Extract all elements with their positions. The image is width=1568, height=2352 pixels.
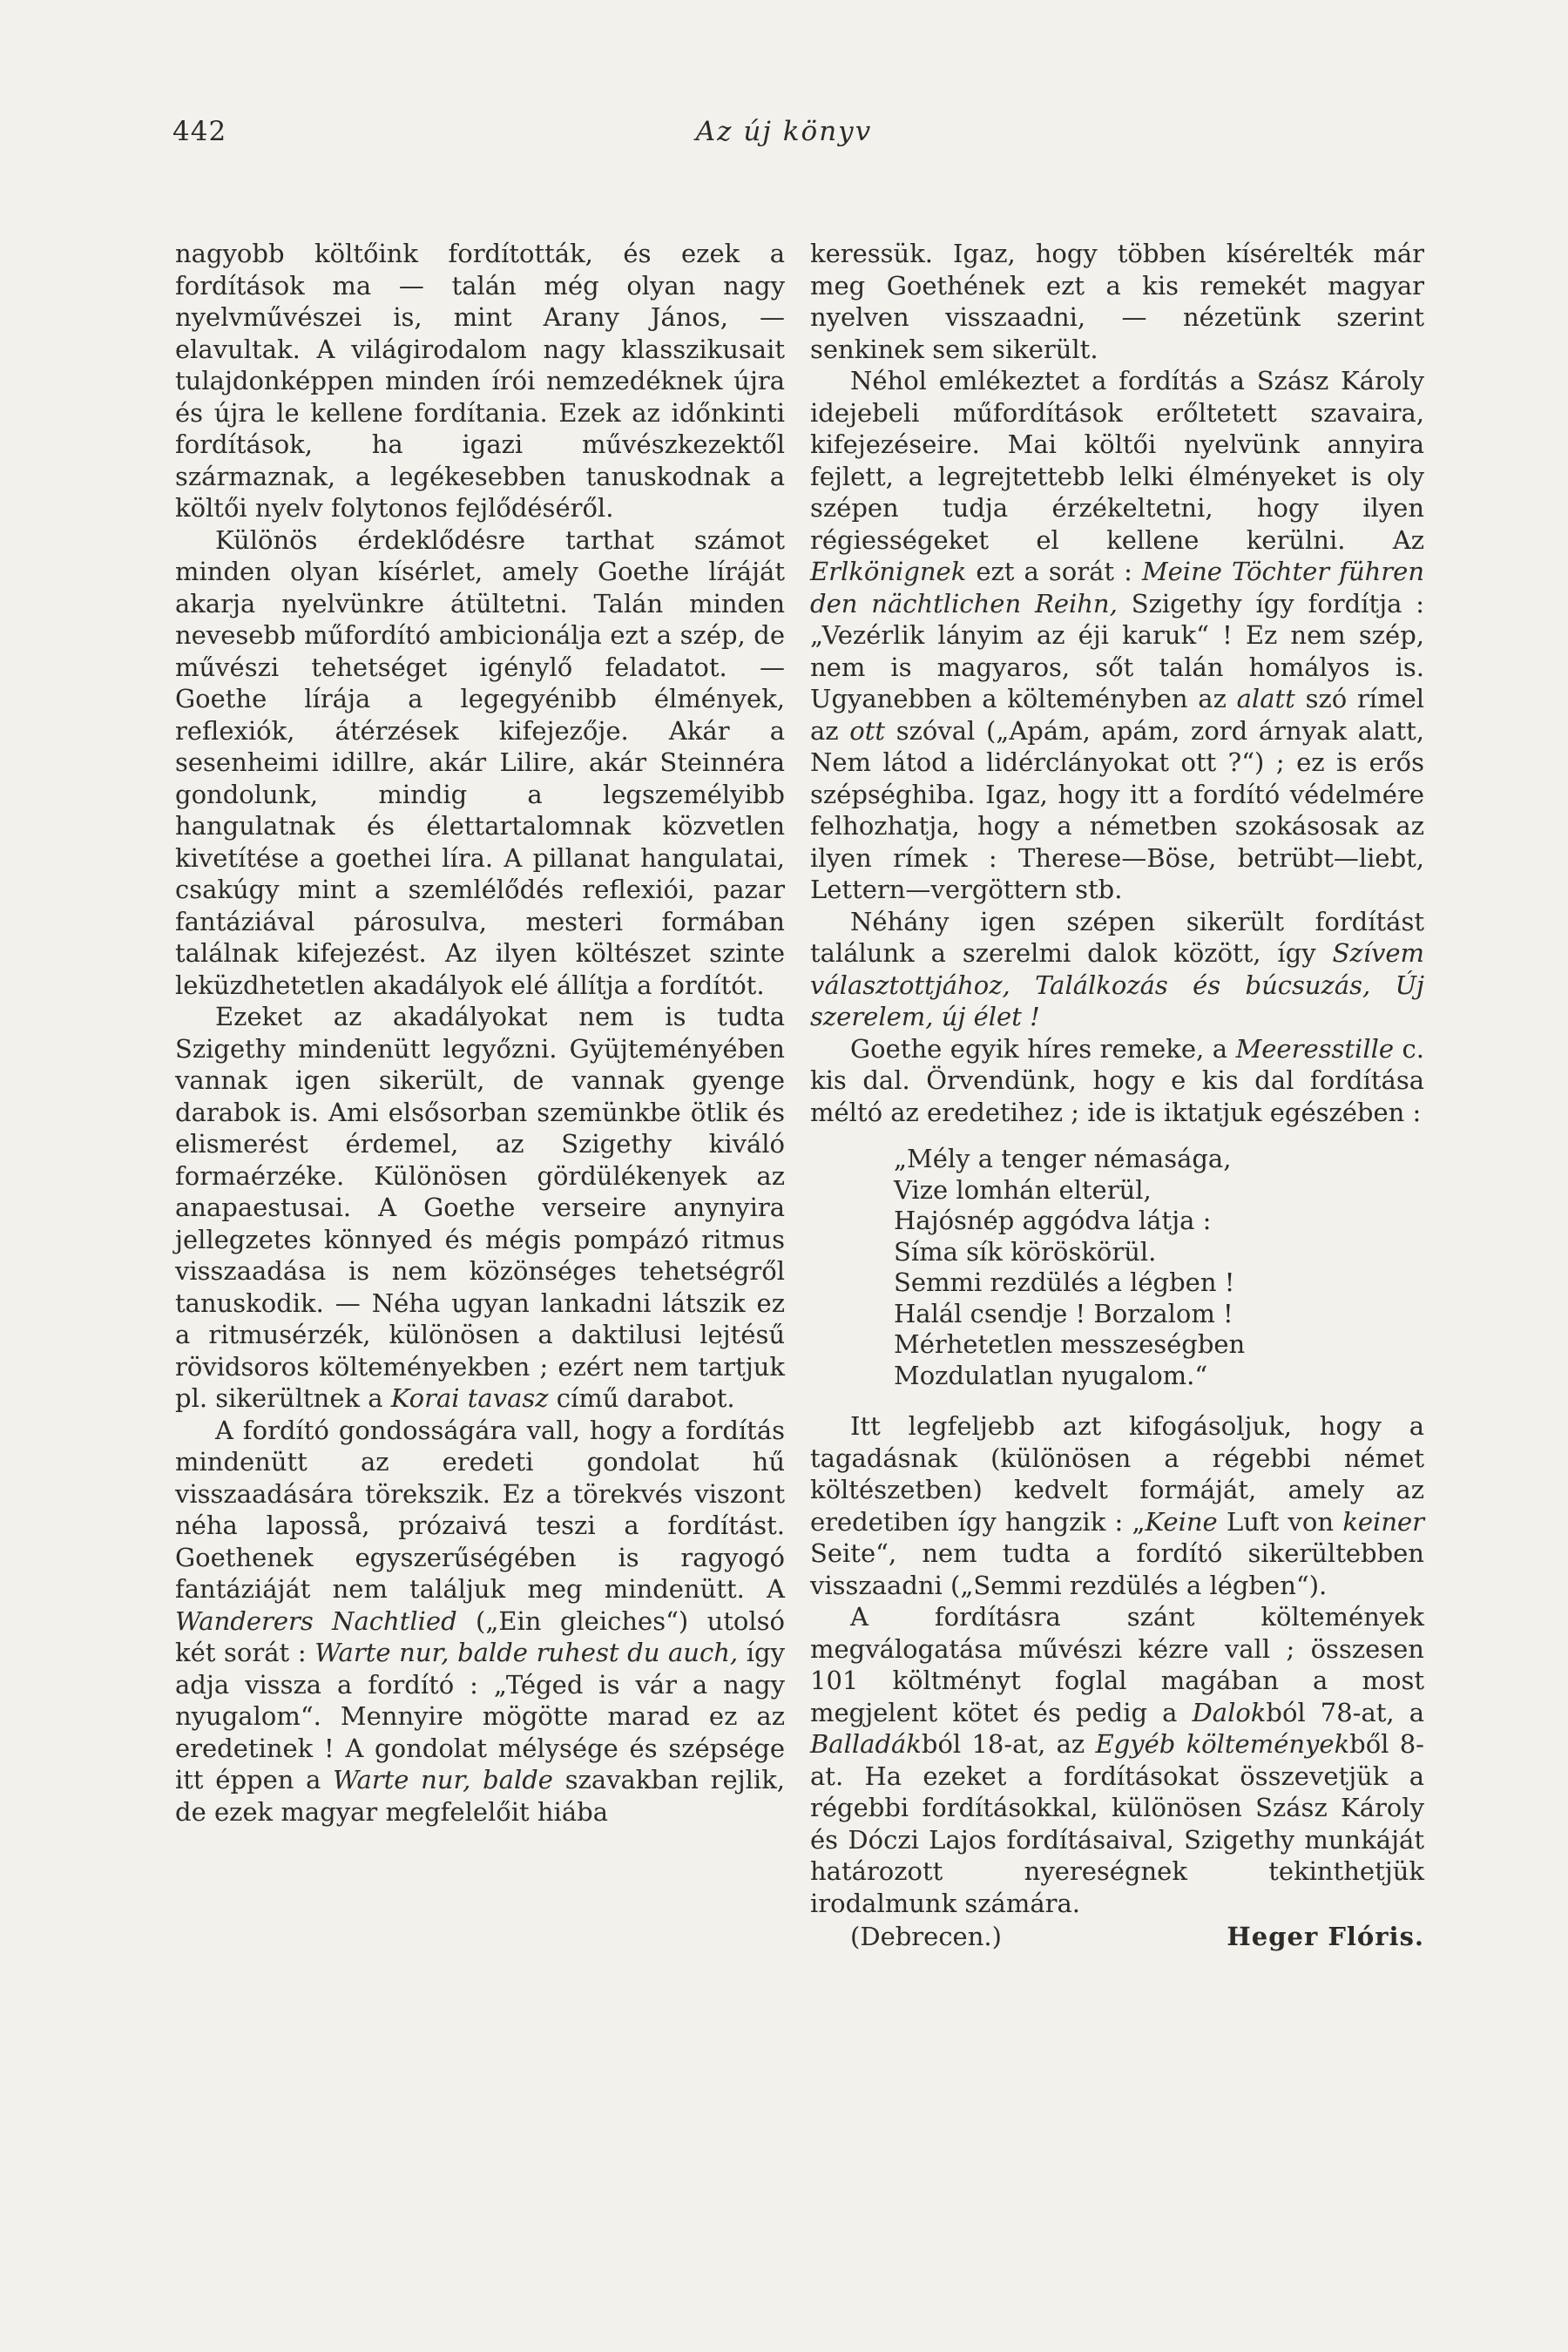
left-column xyxy=(175,238,785,1828)
italic-title: Egyéb költemények xyxy=(1095,1729,1350,1759)
italic-title: Korai tavasz xyxy=(390,1383,549,1413)
italic-title: Erlkönignek xyxy=(810,557,967,586)
signature xyxy=(810,1921,1424,1953)
paragraph: keressük. Igaz, hogy többen kísérelték már meg Goethének ezt a kis remekét magyar nyelven visszaadni, — nézetünk szerint senkinek sem sikerült. xyxy=(810,239,1424,364)
page-number: 442 xyxy=(172,116,227,147)
paragraph xyxy=(810,1410,1424,1601)
paragraph xyxy=(810,906,1424,1033)
text-run: ból 78-at, a xyxy=(1266,1697,1425,1727)
text-run: Seite“, nem tudta a fordító sikerültebben visszaadni („Semmi rezdülés a légben“). xyxy=(810,1538,1424,1600)
text-run: Goethe egyik híres remeke, a xyxy=(850,1033,1228,1064)
italic-quote: Warte nur, balde xyxy=(333,1765,553,1794)
paragraph: Különös érdeklődésre tarthat számot minden olyan kísérlet, amely Goethe líráját akarja nyelvünkre átültetni. Talán minden nevesebb műfordító ambicionálja ezt a szép, de művészi tehetséget igénylő feladatot. — Goethe lírája a legegyénibb élmények, reflexiók, átérzések kifejezője. Akár a sesenheimi idillre, akár Lilire, akár Steinnéra gondolunk, mindig a legszemélyibb hangulatnak és élettartalomnak közvetlen kivetítése a goethei líra. A pillanat hangulatai, csakúgy mint a szemlélődés reflexiói, pazar fantáziával párosulva, mesteri formában találnak kifejezést. Az ilyen költészet szinte leküzdhetetlen akadályok elé állítja a fordítót. xyxy=(175,524,785,1000)
poem-line: Mozdulatlan nyugalom.“ xyxy=(894,1360,1208,1390)
text-run: Itt legfeljebb azt kifogásoljuk, hogy a tagadásnak (különösen a régebbi német költészetben) kedvelt formáját, amely az eredetiben így hangzik : „ xyxy=(810,1411,1424,1537)
signature-place: (Debrecen.) xyxy=(850,1922,1002,1951)
text-run: című darabot. xyxy=(556,1383,735,1413)
text-run: ezt a sorát : xyxy=(976,557,1132,586)
italic-word: Keine xyxy=(1145,1506,1218,1537)
italic-word: ott xyxy=(849,715,886,746)
page-header xyxy=(0,116,1568,151)
text-run: Luft von xyxy=(1226,1506,1335,1537)
text-run: ból 18-at, az xyxy=(921,1729,1085,1759)
text-run: Szigethy így fordítja : „Vezérlik lányim az éji karuk“ ! Ez nem szép, nem is magyaros, sőt talán homályos is. Ugyanebben a költeményben az xyxy=(810,588,1425,713)
right-column xyxy=(810,238,1424,1953)
italic-title: Balladák xyxy=(810,1729,922,1759)
text-run: ből 8-at. Ha ezeket a fordításokat összevetjük a régebbi fordításokkal, különösen Szász Károly és Dóczi Lajos fordításaival, Szigethy munkáját határozott nyereségnek tekinthetjük irodalmunk számára. xyxy=(810,1729,1424,1918)
italic-title: Meeresstille xyxy=(1235,1033,1395,1064)
poem-line: Vize lomhán elterül, xyxy=(894,1174,1152,1205)
poem-line: Halál csendje ! Borzalom ! xyxy=(894,1298,1233,1328)
text-run: Ezeket az akadályokat nem is tudta Szigethy mindenütt legyőzni. Gyüjteményében vannak igen sikerült, de vannak gyenge darabok is. Ami elsősorban szemünkbe ötlik és elismerést érdemel, az Szigethy kiváló formaérzéke. Különösen gördülékenyek az anapaestusai. A Goethe verseire anynyira jellegzetes könnyed és mégis pompázó ritmus visszaadása is nem közönséges tehetségről tanuskodik. — Néha ugyan lankadni látszik ez a ritmusérzék, különösen a daktilusi lejtésű rövidsoros költeményekben ; ezért nem tartjuk pl. sikerültnek a xyxy=(175,1002,785,1413)
text-run: szóval („Apám, apám, zord árnyak alatt, Nem látod a lidérclányokat ott ?“) ; ez is erős szépséghiba. Igaz, hogy itt a fordító védelmére felhozhatja, hogy a németben szokásosak az ilyen rímek : Therese—Böse, betrübt—liebt, Lettern—vergöttern stb. xyxy=(810,715,1425,904)
poem xyxy=(894,1144,1424,1391)
signature-author: Heger Flóris. xyxy=(1227,1922,1424,1951)
poem-line: „Mély a tenger némasága, xyxy=(894,1144,1232,1173)
poem-line: Síma sík köröskörül. xyxy=(894,1236,1157,1267)
paragraph: nagyobb költőink fordították, és ezek a fordítások ma — talán még olyan nagy nyelvművészei is, mint Arany János, — elavultak. A világirodalom nagy klasszikusait tulajdonképpen minden írói nemzedéknek újra és újra le kellene fordítania. Ezek az időnkinti fordítások, ha igazi művészkezektől származnak, a legékesebben tanuskodnak a költői nyelv folytonos fejlődéséről. xyxy=(175,239,785,523)
italic-word: keiner xyxy=(1342,1506,1425,1537)
poem-line: Semmi rezdülés a légben ! xyxy=(894,1267,1235,1297)
text-run: („Ein gleiches“) utolsó két sorát : xyxy=(175,1605,786,1667)
paragraph xyxy=(810,365,1424,906)
italic-word: alatt xyxy=(1236,684,1295,713)
paragraph xyxy=(810,1033,1424,1129)
text-run: szó rímel az xyxy=(810,684,1425,746)
text-run: Néhol emlékeztet a fordítás a Szász Károly idejebeli műfordítások erőltetett szavaira, kifejezéseire. Mai költői nyelvünk annyira fejlett, a legrejtettebb lelki élményeket is oly szépen tudja érzékeltetni, hogy ilyen régiességeket el kellene kerülni. Az xyxy=(810,366,1424,555)
running-title: Az új könyv xyxy=(695,116,873,147)
italic-title: Dalok xyxy=(1192,1697,1267,1727)
text-run: c. kis dal. Örvendünk, hogy e kis dal fordítása méltó az eredetihez ; ide is iktatjuk egészében : xyxy=(810,1033,1425,1127)
text-run: így adja vissza a fordító : „Téged is vár a nagy nyugalom“. Mennyire mögötte marad ez az eredetinek ! A gondolat mélysége és szépsége itt éppen a xyxy=(175,1638,786,1794)
italic-title: Szívem választottjához, Találkozás és búcsuzás, Új szerelem, új élet ! xyxy=(810,938,1425,1031)
italic-title: Wanderers Nachtlied xyxy=(175,1605,457,1636)
paragraph xyxy=(175,1415,785,1828)
text-run: szavakban rejlik, de ezek magyar megfelelőit hiába xyxy=(175,1765,785,1827)
text-run: Néhány igen szépen sikerült fordítást találunk a szerelmi dalok között, így xyxy=(810,906,1424,968)
italic-quote: Warte nur, balde ruhest du auch, xyxy=(314,1638,739,1667)
italic-quote: Meine Töchter führen den nächtlichen Reihn, xyxy=(810,557,1424,618)
poem-line: Mérhetetlen messzeségben xyxy=(894,1329,1246,1359)
poem-line: Hajósnép aggódva látja : xyxy=(894,1206,1212,1235)
paragraph xyxy=(175,1001,785,1415)
text-run: A fordító gondosságára vall, hogy a fordítás mindenütt az eredeti gondolat hű visszaadására törekszik. Ez a törekvés viszont néha laposså, prózaivá teszi a fordítást. Goethenek egyszerűségében is ragyogó fantáziáját nem találjuk meg mindenütt. A xyxy=(175,1415,785,1604)
text-run: A fordításra szánt költemények megválogatása művészi kézre vall ; összesen 101 költményt foglal magában a most megjelent kötet és pedig a xyxy=(810,1602,1424,1727)
paragraph xyxy=(810,1601,1424,1919)
